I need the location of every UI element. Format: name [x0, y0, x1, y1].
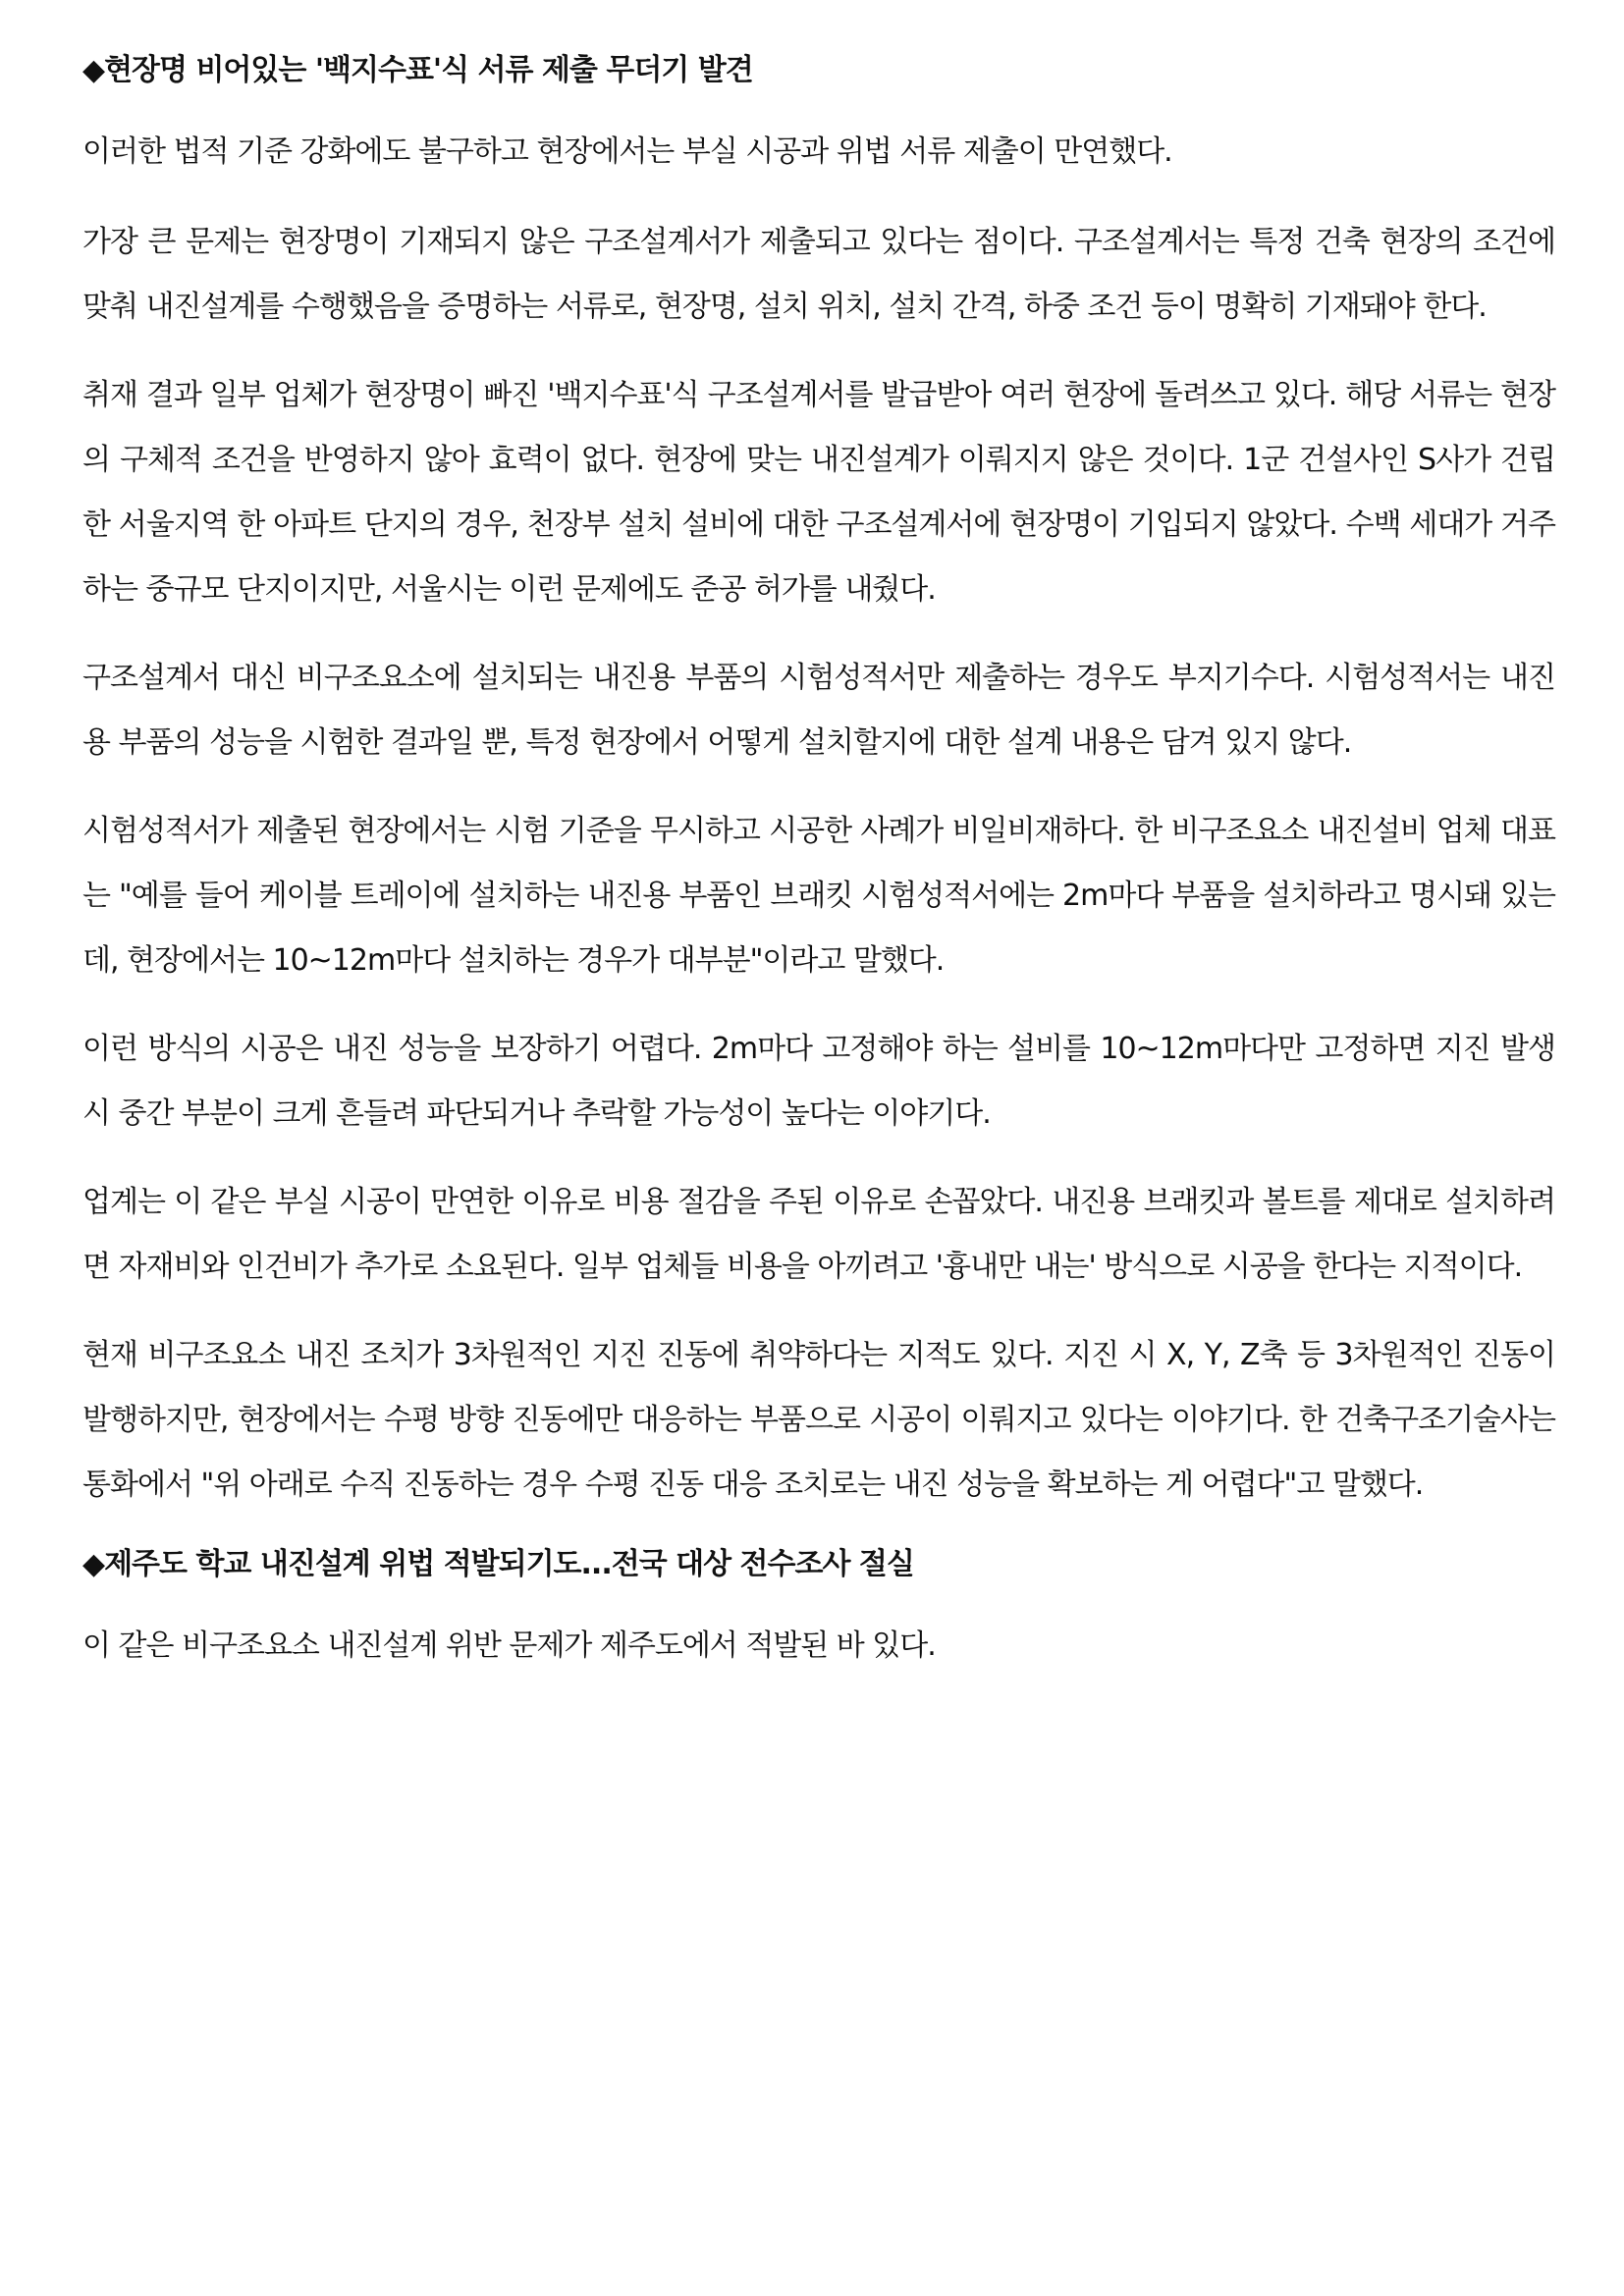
section-heading-blank-check: ◆현장명 비어있는 '백지수표'식 서류 제출 무더기 발견 [82, 53, 753, 87]
section-heading-jeju: ◆제주도 학교 내진설계 위법 적발되기도...전국 대상 전수조사 절실 [82, 1547, 914, 1581]
paragraph-3: 취재 결과 일부 업체가 현장명이 빠진 '백지수표'식 구조설계서를 발급받아 여러 현장에 돌려쓰고 있다. 해당 서류는 현장의 구체적 조건을 반영하지 않아 효력이 없다. 현장에 맞는 내진설계가 이뤄지지 않은 것이다. 1군 건설사인 S사가 건립한 서울지역 한 아파트 단지의 경우, 천장부 설치 설비에 대한 구조설계서에 현장명이 기입되지 않았다. 수백 세대가 거주하는 중규모 단지이지만, 서울시는 이런 문제에도 준공 허가를 내줬다. [82, 378, 1555, 607]
paragraph-2: 가장 큰 문제는 현장명이 기재되지 않은 구조설계서가 제출되고 있다는 점이다. 구조설계서는 특정 건축 현장의 조건에 맞춰 내진설계를 수행했음을 증명하는 서류로, 현장명, 설치 위치, 설치 간격, 하중 조건 등이 명확히 기재돼야 한다. [82, 225, 1555, 324]
article-body [82, 47, 1555, 1704]
paragraph-5: 시험성적서가 제출된 현장에서는 시험 기준을 무시하고 시공한 사례가 비일비재하다. 한 비구조요소 내진설비 업체 대표는 "예를 들어 케이블 트레이에 설치하는 내진용 부품인 브래킷 시험성적서에는 2m마다 부품을 설치하라고 명시돼 있는데, 현장에서는 10~12m마다 설치하는 경우가 대부분"이라고 말했다. [82, 814, 1555, 978]
paragraph-4: 구조설계서 대신 비구조요소에 설치되는 내진용 부품의 시험성적서만 제출하는 경우도 부지기수다. 시험성적서는 내진용 부품의 성능을 시험한 결과일 뿐, 특정 현장에서 어떻게 설치할지에 대한 설계 내용은 담겨 있지 않다. [82, 661, 1555, 760]
paragraph-8: 현재 비구조요소 내진 조치가 3차원적인 지진 진동에 취약하다는 지적도 있다. 지진 시 X, Y, Z축 등 3차원적인 진동이 발행하지만, 현장에서는 수평 방향 진동에만 대응하는 부품으로 시공이 이뤄지고 있다는 이야기다. 한 건축구조기술사는 통화에서 "위 아래로 수직 진동하는 경우 수평 진동 대응 조치로는 내진 성능을 확보하는 게 어렵다"고 말했다. [82, 1338, 1555, 1502]
paragraph-9: 이 같은 비구조요소 내진설계 위반 문제가 제주도에서 적발된 바 있다. [82, 1629, 936, 1663]
paragraph-6: 이런 방식의 시공은 내진 성능을 보장하기 어렵다. 2m마다 고정해야 하는 설비를 10~12m마다만 고정하면 지진 발생 시 중간 부분이 크게 흔들려 파단되거나 추락할 가능성이 높다는 이야기다. [82, 1032, 1555, 1131]
paragraph-1: 이러한 법적 기준 강화에도 불구하고 현장에서는 부실 시공과 위법 서류 제출이 만연했다. [82, 134, 1172, 169]
paragraph-7: 업계는 이 같은 부실 시공이 만연한 이유로 비용 절감을 주된 이유로 손꼽았다. 내진용 브래킷과 볼트를 제대로 설치하려면 자재비와 인건비가 추가로 소요된다. 일부 업체들 비용을 아끼려고 '흉내만 내는' 방식으로 시공을 한다는 지적이다. [82, 1185, 1555, 1284]
